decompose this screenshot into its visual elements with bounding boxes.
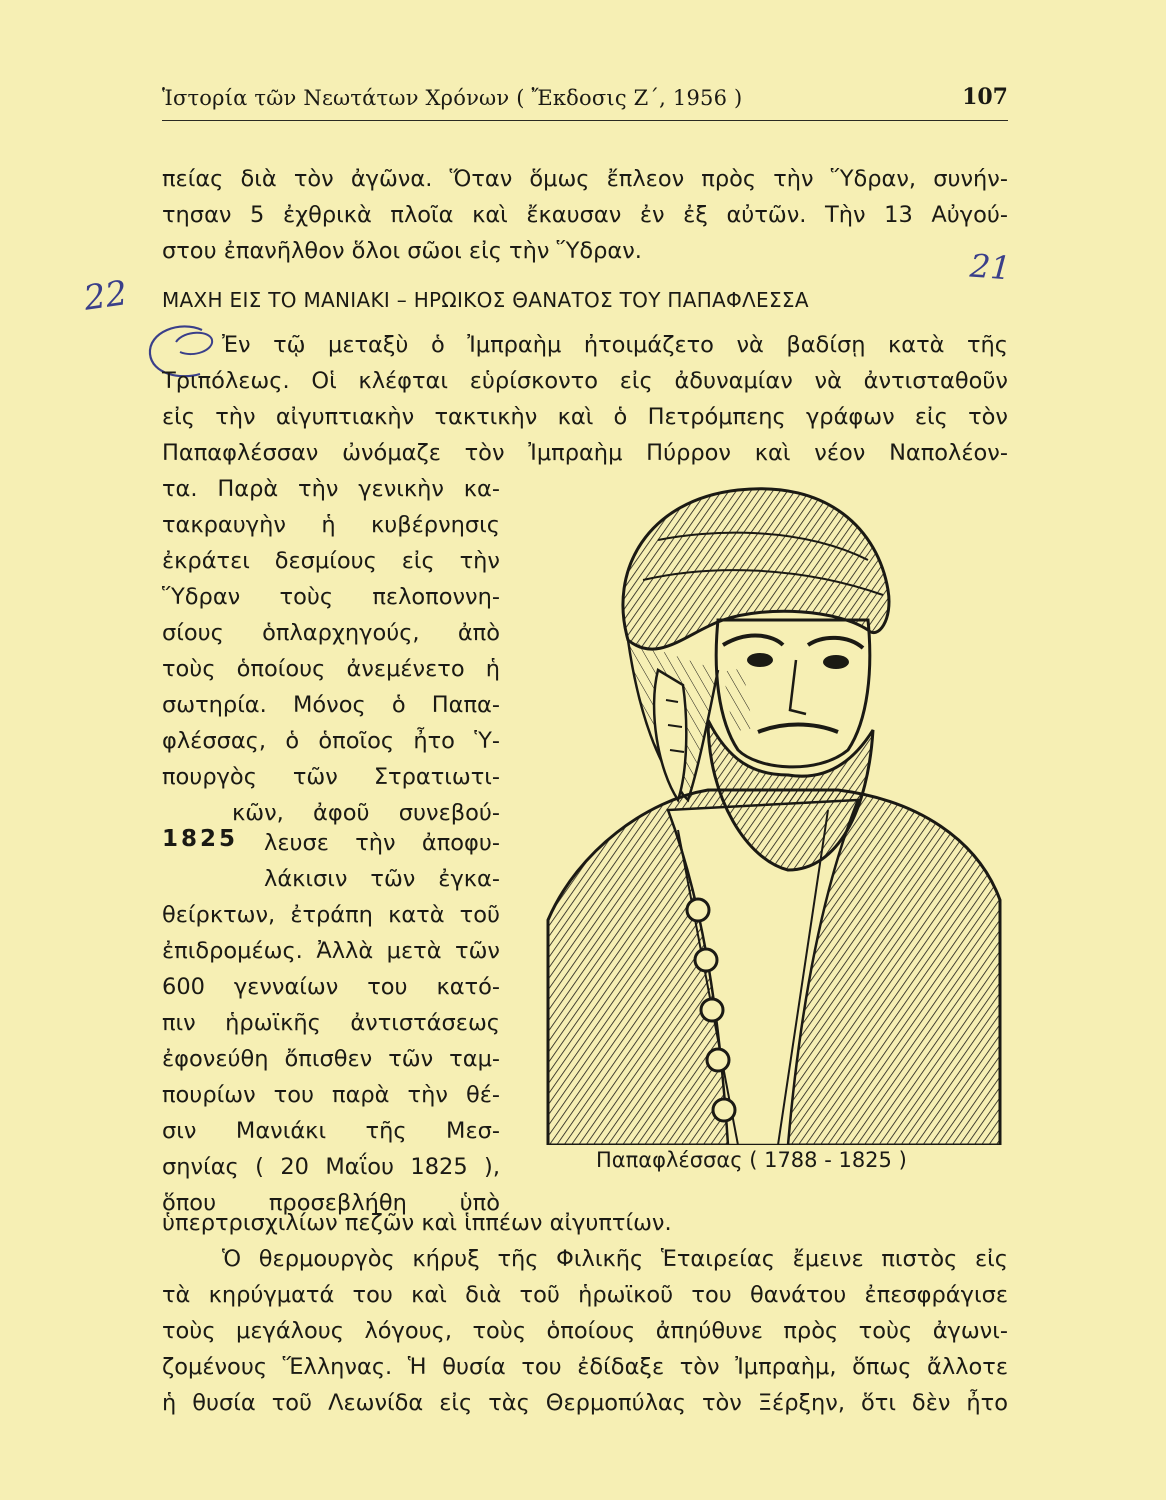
- body-line: σηνίας ( 20 Μαΐου 1825 ),: [162, 1154, 500, 1180]
- figure-caption: Παπαφλέσσας ( 1788 - 1825 ): [596, 1148, 907, 1172]
- body-line: εἰς τὴν αἰγυπτιακὴν τακτικὴν καὶ ὁ Πετρόμπεης γράφων εἰς τὸν: [162, 404, 1008, 430]
- running-title: Ἱστορία τῶν Νεωτάτων Χρόνων ( Ἔκδοσις Ζ΄, 1956 ): [162, 86, 743, 110]
- margin-year: 1825: [162, 826, 239, 852]
- body-line: ἡ θυσία τοῦ Λεωνίδα εἰς τὰς Θερμοπύλας τὸν Ξέρξην, ὅτι δὲν ἦτο: [162, 1390, 1008, 1416]
- body-line: τοὺς μεγάλους λόγους, τοὺς ὁποίους ἀπηύθυνε πρὸς τοὺς ἀγωνι-: [162, 1318, 1008, 1344]
- portrait-engraving: [538, 470, 1006, 1145]
- body-line: ὅπου προσεβλήθη ὑπὸ: [162, 1190, 500, 1216]
- body-line: πιν ἡρωϊκῆς ἀντιστάσεως: [162, 1010, 500, 1036]
- body-line: Ὁ θερμουργὸς κήρυξ τῆς Φιλικῆς Ἑταιρείας ἔμεινε πιστὸς εἰς: [222, 1246, 1008, 1272]
- body-line: ὑπερτρισχιλίων πεζῶν καὶ ἱππέων αἰγυπτίων.: [162, 1210, 672, 1236]
- body-line: Ὕδραν τοὺς πελοποννη-: [162, 584, 500, 610]
- body-line: λάκισιν τῶν ἐγκα-: [264, 866, 500, 892]
- running-header: [162, 86, 1008, 121]
- body-line: πουργὸς τῶν Στρατιωτι-: [162, 764, 500, 790]
- body-line: τακραυγὴν ἡ κυβέρνησις: [162, 512, 500, 538]
- body-line: σιν Μανιάκι τῆς Μεσ-: [162, 1118, 500, 1144]
- handwritten-number-left: 22: [81, 273, 130, 319]
- body-line: σίους ὁπλαρχηγούς, ἀπὸ: [162, 620, 500, 646]
- body-line: τα. Παρὰ τὴν γενικὴν κα-: [162, 476, 500, 502]
- page-number: 107: [962, 84, 1008, 110]
- body-line: πείας διὰ τὸν ἀγῶνα. Ὅταν ὅμως ἔπλεον πρὸς τὴν Ὕδραν, συνήν-: [162, 166, 1008, 192]
- body-line: ἐκράτει δεσμίους εἰς τὴν: [162, 548, 500, 574]
- body-line: στου ἐπανῆλθον ὅλοι σῶοι εἰς τὴν Ὕδραν.: [162, 238, 642, 264]
- body-line: θείρκτων, ἐτράπη κατὰ τοῦ: [162, 902, 500, 928]
- body-line: ζομένους Ἕλληνας. Ἡ θυσία του ἐδίδαξε τὸν Ἰμπραὴμ, ὅπως ἄλλοτε: [162, 1354, 1008, 1380]
- body-line: Τριπόλεως. Οἱ κλέφται εὑρίσκοντο εἰς ἀδυναμίαν νὰ ἀντισταθοῦν: [162, 368, 1008, 394]
- body-line: φλέσσας, ὁ ὁποῖος ἦτο Ὑ-: [162, 728, 500, 754]
- body-line: Ἐν τῷ μεταξὺ ὁ Ἰμπραὴμ ἠτοιμάζετο νὰ βαδίσῃ κατὰ τῆς: [222, 332, 1008, 358]
- section-heading: ΜΑΧΗ ΕΙΣ ΤΟ ΜΑΝΙΑΚΙ – ΗΡΩΙΚΟΣ ΘΑΝΑΤΟΣ ΤΟΥ ΠΑΠΑΦΛΕΣΣΑ: [162, 288, 809, 312]
- body-line: 600 γενναίων του κατό-: [162, 974, 500, 1000]
- body-line: τοὺς ὁποίους ἀνεμένετο ἡ: [162, 656, 500, 682]
- body-line: ἐπιδρομέως. Ἀλλὰ μετὰ τῶν: [162, 938, 500, 964]
- body-line: τησαν 5 ἐχθρικὰ πλοῖα καὶ ἔκαυσαν ἐν ἐξ αὐτῶν. Τὴν 13 Αὐγού-: [162, 202, 1008, 228]
- body-line: τὰ κηρύγματά του καὶ διὰ τοῦ ἡρωϊκοῦ του θανάτου ἐπεσφράγισε: [162, 1282, 1008, 1308]
- body-line: Παπαφλέσσαν ὠνόμαζε τὸν Ἰμπραὴμ Πύρρον καὶ νέον Ναπολέον-: [162, 440, 1008, 466]
- handwritten-number-right: 21: [968, 246, 1012, 288]
- body-line: κῶν, ἀφοῦ συνεβού-: [232, 800, 500, 826]
- body-line: λευσε τὴν ἀποφυ-: [264, 830, 500, 856]
- body-line: πουρίων του παρὰ τὴν θέ-: [162, 1082, 500, 1108]
- body-line: ἐφονεύθη ὄπισθεν τῶν ταμ-: [162, 1046, 500, 1072]
- body-line: σωτηρία. Μόνος ὁ Παπα-: [162, 692, 500, 718]
